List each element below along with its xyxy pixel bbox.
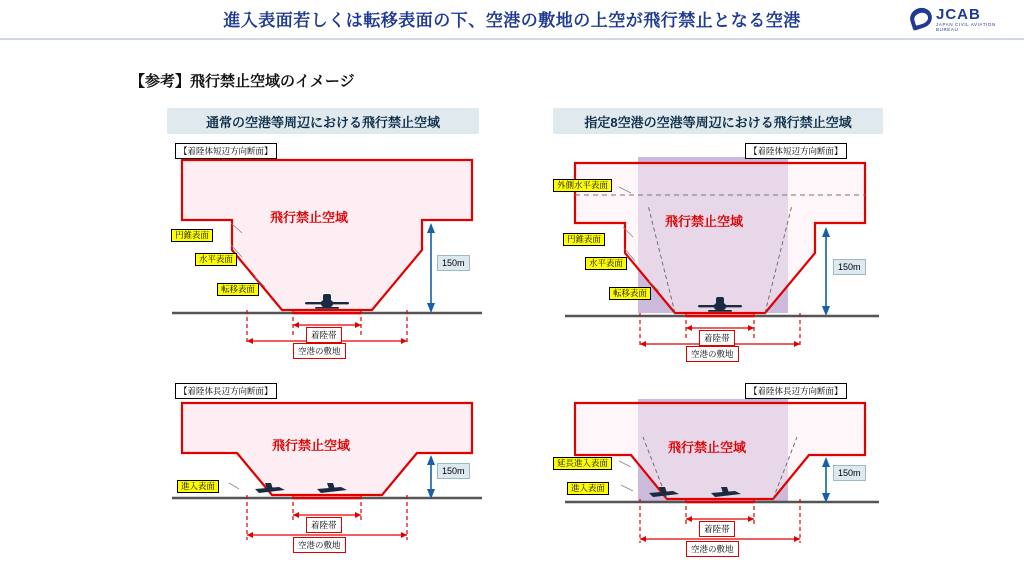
zone-text-bottom-left: 飛行禁止空域: [272, 438, 351, 453]
view-label-top-left: 【着陸体短辺方向断面】: [175, 143, 277, 159]
height-label-tr: 150m: [833, 259, 866, 275]
diagram-top-right: [553, 145, 888, 380]
jcab-logo: [910, 4, 1010, 32]
page-title: 【参考】飛行禁止空域のイメージ: [130, 73, 355, 90]
diagram-bottom-right: [553, 385, 888, 570]
callout-conical-surface-tr: 円錐表面: [563, 233, 605, 246]
height-label-br: 150m: [833, 465, 866, 481]
callout-horizontal-surface-tr: 水平表面: [585, 257, 627, 270]
zone-text-top-right: 飛行禁止空域: [665, 214, 744, 229]
callout-transitional-surface-tr: 転移表面: [609, 287, 651, 300]
dim-label-landing-strip-tr: 着陸帯: [699, 330, 735, 346]
logo-subtitle: JAPAN CIVIL AVIATION BUREAU: [936, 22, 996, 32]
page-title-banner: 進入表面若しくは転移表面の下、空港の敷地の上空が飛行禁止となる空港: [223, 11, 801, 30]
page-header: [0, 0, 1024, 40]
section-header-normal-airport: 通常の空港等周辺における飛行禁止空域: [167, 108, 479, 134]
callout-transitional-surface-tl: 転移表面: [217, 283, 259, 296]
view-label-bottom-left: 【着陸体長辺方向断面】: [175, 383, 277, 399]
height-label-tl: 150m: [437, 255, 470, 271]
dim-label-airport-site-br: 空港の敷地: [686, 541, 739, 557]
view-label-bottom-right: 【着陸体長辺方向断面】: [745, 383, 847, 399]
dim-label-airport-site-tl: 空港の敷地: [293, 343, 346, 359]
section-header-designated-airport: 指定8空港の空港等周辺における飛行禁止空域: [553, 108, 883, 134]
diagram-bottom-left: [167, 385, 487, 570]
callout-horizontal-surface-tl: 水平表面: [195, 253, 237, 266]
dim-label-landing-strip-bl: 着陸帯: [306, 517, 342, 533]
callout-approach-surface-br: 進入表面: [567, 482, 609, 495]
zone-text-bottom-right: 飛行禁止空域: [668, 440, 747, 455]
logo-swoosh-icon: [907, 5, 934, 31]
callout-approach-surface-bl: 進入表面: [177, 480, 219, 493]
dim-label-landing-strip-br: 着陸帯: [699, 521, 735, 537]
view-label-top-right: 【着陸体短辺方向断面】: [745, 143, 847, 159]
height-label-bl: 150m: [437, 463, 470, 479]
dim-label-airport-site-bl: 空港の敷地: [293, 537, 346, 553]
dim-label-landing-strip-tl: 着陸帯: [306, 327, 342, 343]
dim-label-airport-site-tr: 空港の敷地: [686, 346, 739, 362]
logo-text: JCAB: [936, 6, 981, 23]
diagram-top-left: [167, 145, 487, 380]
callout-outer-horizontal-surface-tr: 外側水平表面: [553, 179, 612, 192]
callout-extended-approach-surface-br: 延長進入表面: [553, 457, 612, 470]
callout-conical-surface-tl: 円錐表面: [171, 229, 213, 242]
zone-text-top-left: 飛行禁止空域: [270, 210, 349, 225]
